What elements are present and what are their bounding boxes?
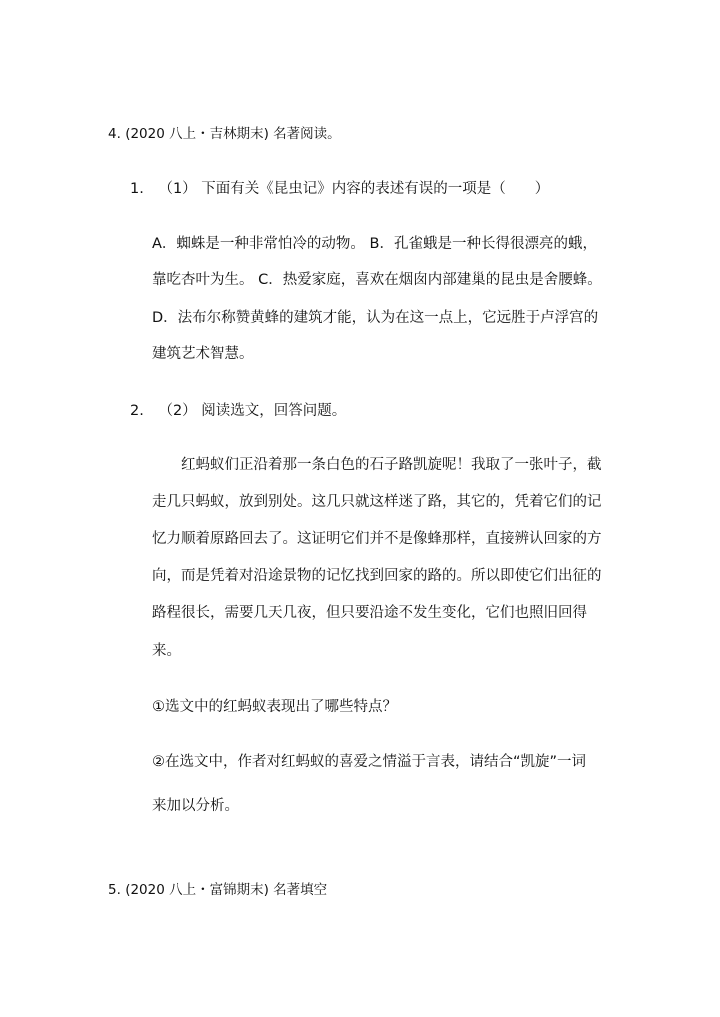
subquestion-text: （1） 下面有关《昆虫记》内容的表述有误的一项是（ ） (158, 181, 550, 197)
subquestion-text: （2） 阅读选文，回答问题。 (158, 403, 347, 419)
passage-question-2-line-1: ②在选文中，作者对红蚂蚁的喜爱之情溢于言表，请结合“凯旋”一词 (152, 754, 587, 770)
passage-line-1: 红蚂蚁们正沿着那一条白色的石子路凯旋呢！我取了一张叶子，截 (181, 457, 602, 473)
option-line-1: A．蜘蛛是一种非常怕冷的动物。 B．孔雀蛾是一种长得很漂亮的蛾， (152, 236, 597, 252)
passage-question-1: ①选文中的红蚂蚁表现出了哪些特点？ (152, 699, 397, 715)
option-line-3: D．法布尔称赞黄蜂的建筑才能，认为在这一点上，它远胜于卢浮宫的 (152, 310, 599, 326)
passage-line-5: 路程很长，需要几天几夜，但只要沿途不发生变化，它们也照旧回得 (152, 605, 587, 621)
question-number: 5. (108, 882, 121, 898)
passage-line-2: 走几只蚂蚁，放到别处。这几只就这样迷了路，其它的，凭着它们的记 (152, 494, 602, 510)
option-line-2: 靠吃杏叶为生。 C．热爱家庭，喜欢在烟囱内部建巢的昆虫是舍腰蜂。 (152, 272, 602, 288)
question-source: (2020 八上・吉林期末) 名著阅读。 (125, 126, 341, 142)
subquestion-2-stem (130, 401, 346, 421)
passage-line-3: 忆力顺着原路回去了。这证明它们并不是像蜂那样，直接辨认回家的方 (152, 531, 602, 547)
subquestion-1-stem (130, 179, 549, 199)
passage-line-4: 向，而是凭着对沿途景物的记忆找到回家的路的。所以即使它们出征的 (152, 568, 602, 584)
question-number: 4. (108, 126, 121, 142)
passage-line-6: 来。 (152, 643, 181, 659)
passage-question-2-line-2: 来加以分析。 (152, 798, 239, 814)
question-5-header (108, 880, 327, 900)
subquestion-number: 1. (130, 181, 144, 197)
option-line-4: 建筑艺术智慧。 (152, 346, 254, 362)
subquestion-number: 2. (130, 403, 144, 419)
question-source: (2020 八上・富锦期末) 名著填空 (125, 882, 328, 898)
question-4-header (108, 124, 341, 144)
